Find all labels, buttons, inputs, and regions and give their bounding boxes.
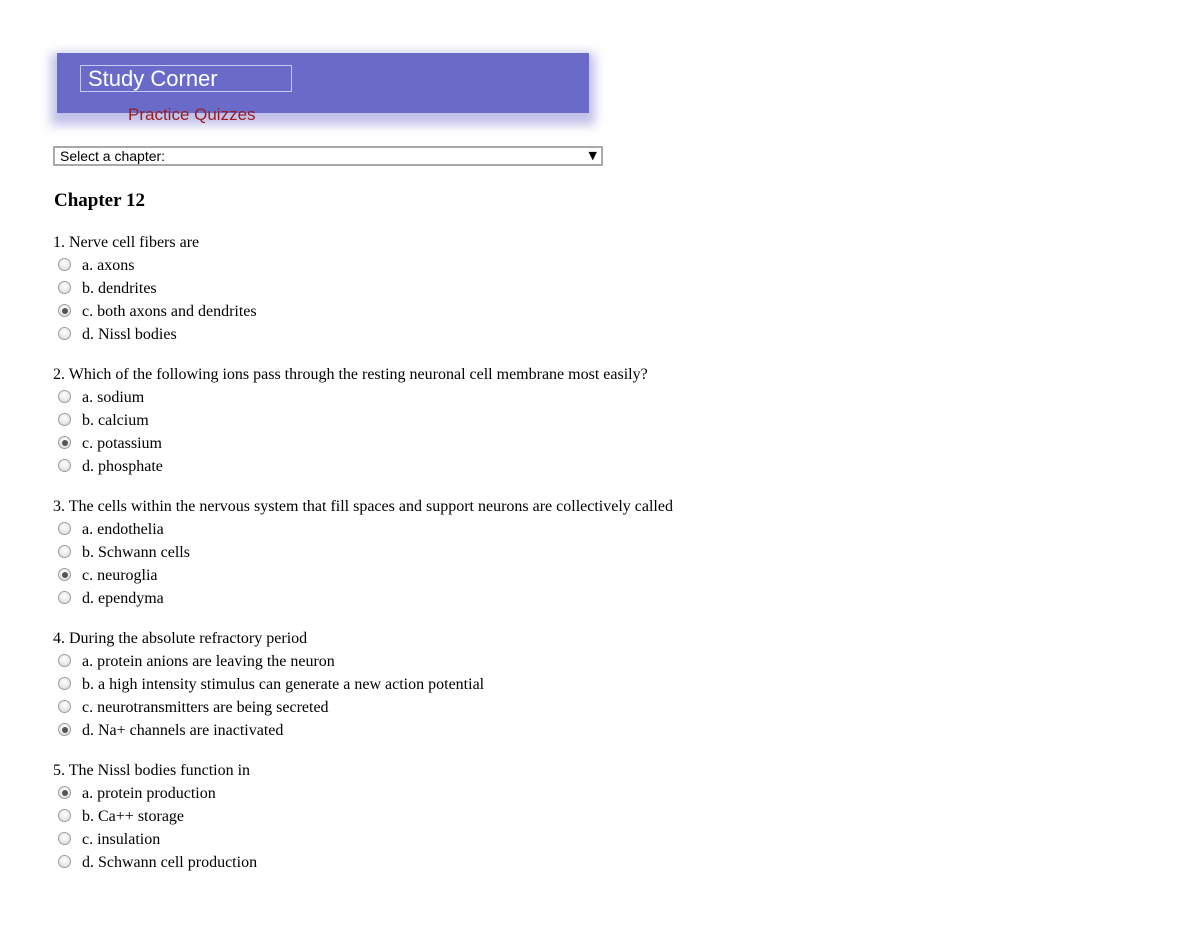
question-3 [53,496,673,610]
question-text: 5. The Nissl bodies function in [53,762,251,779]
answer-option-label: c. insulation [82,831,161,848]
answer-option[interactable] [53,300,257,323]
radio-button-selected[interactable] [58,723,71,736]
answer-option[interactable] [53,673,485,696]
answer-option[interactable] [53,805,250,828]
radio-button[interactable] [58,855,71,868]
answer-option-label: a. protein production [82,785,216,802]
answer-option-label: a. protein anions are leaving the neuron [82,653,335,670]
radio-button[interactable] [58,809,71,822]
answer-option-label: c. both axons and dendrites [82,303,257,320]
answer-option-label: a. endothelia [82,521,164,538]
question-text: 4. During the absolute refractory period [53,630,308,647]
answer-option-label: d. Na+ channels are inactivated [82,722,284,739]
dropdown-arrow-icon: ▼ [588,149,597,162]
answer-option-label: c. neuroglia [82,567,158,584]
radio-button[interactable] [58,459,71,472]
page-subtitle: Practice Quizzes [128,105,256,124]
radio-button-selected[interactable] [58,304,71,317]
radio-button[interactable] [58,258,71,271]
radio-button[interactable] [58,545,71,558]
answer-option-label: d. Nissl bodies [82,326,177,343]
radio-button[interactable] [58,700,71,713]
answer-option[interactable] [53,518,673,541]
chapter-heading: Chapter 12 [54,190,145,211]
answer-option-label: b. dendrites [82,280,157,297]
answer-option[interactable] [53,323,199,346]
answer-option-label: a. sodium [82,389,145,406]
radio-button-selected[interactable] [58,436,71,449]
question-text: 3. The cells within the nervous system that fill spaces and support neurons are collectively called [53,498,673,515]
answer-option-label: b. calcium [82,412,149,429]
question-5 [53,760,258,874]
answer-option-label: c. neurotransmitters are being secreted [82,699,329,716]
answer-option-label: b. a high intensity stimulus can generate a new action potential [82,676,485,693]
answer-option[interactable] [53,828,250,851]
chapter-select[interactable] [53,146,603,166]
radio-button[interactable] [58,522,71,535]
radio-button[interactable] [58,591,71,604]
question-1 [53,232,257,346]
answer-option-label: a. axons [82,257,135,274]
answer-option[interactable] [53,541,673,564]
answer-option[interactable] [53,409,648,432]
answer-option-label: d. ependyma [82,590,164,607]
radio-button[interactable] [58,654,71,667]
banner-title: Study Corner [88,66,218,91]
answer-option[interactable] [53,650,335,673]
chapter-select-value: Select a chapter: [60,148,166,164]
answer-option-label: d. phosphate [82,458,163,475]
radio-button[interactable] [58,390,71,403]
question-2 [53,364,648,478]
answer-option[interactable] [53,277,199,300]
answer-option[interactable] [53,851,258,874]
radio-button[interactable] [58,677,71,690]
radio-button[interactable] [58,413,71,426]
answer-option[interactable] [53,432,648,455]
radio-button-selected[interactable] [58,786,71,799]
question-text: 2. Which of the following ions pass through the resting neuronal cell membrane most easily? [53,366,648,383]
radio-button[interactable] [58,832,71,845]
answer-option[interactable] [53,254,199,277]
answer-option-label: b. Schwann cells [82,544,190,561]
answer-option-label: d. Schwann cell production [82,854,258,871]
answer-option[interactable] [53,587,673,610]
answer-option[interactable] [53,719,307,742]
question-4 [53,628,485,742]
answer-option[interactable] [53,564,673,587]
answer-option[interactable] [53,455,648,478]
answer-option[interactable] [53,696,329,719]
answer-option[interactable] [53,782,250,805]
banner-title-box [80,65,292,92]
answer-option-label: b. Ca++ storage [82,808,185,825]
radio-button[interactable] [58,281,71,294]
question-text: 1. Nerve cell fibers are [53,234,200,251]
answer-option-label: c. potassium [82,435,162,452]
radio-button-selected[interactable] [58,568,71,581]
radio-button[interactable] [58,327,71,340]
answer-option[interactable] [53,386,648,409]
